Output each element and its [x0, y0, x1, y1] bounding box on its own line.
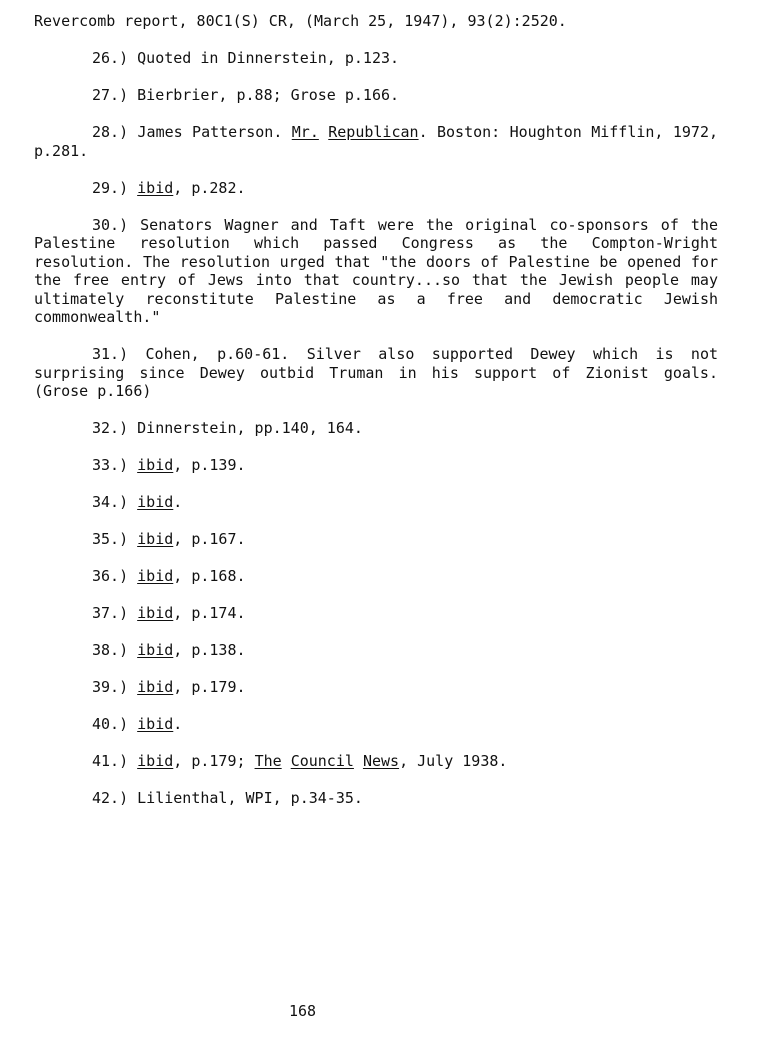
footnote-32	[34, 419, 718, 438]
footnote-number: 37.)	[92, 604, 129, 622]
footnote-number: 34.)	[92, 493, 129, 511]
footnote-text: Lilienthal, WPI, p.34-35.	[137, 789, 363, 807]
footnote-text: Revercomb report, 80C1(S) CR, (March 25, 1947), 93(2):2520.	[34, 12, 567, 30]
footnote-text: , p.179;	[173, 752, 255, 770]
footnote-text: , p.179.	[173, 678, 246, 696]
continued-footnote-line	[34, 12, 718, 31]
ibid-text: ibid	[137, 604, 174, 622]
footnote-number: 33.)	[92, 456, 129, 474]
footnote-number: 41.)	[92, 752, 129, 770]
page-number: 168	[289, 1002, 317, 1020]
space	[319, 123, 328, 141]
footnote-36	[34, 567, 718, 586]
footnote-38	[34, 641, 718, 660]
footnote-number: 36.)	[92, 567, 129, 585]
footnote-number: 29.)	[92, 178, 129, 197]
footnote-text: Dinnerstein, pp.140, 164.	[137, 419, 363, 437]
footnote-text: , p.167.	[173, 530, 246, 548]
ibid-text: ibid	[137, 530, 174, 548]
ibid-text: ibid	[137, 715, 174, 733]
footnote-text: Cohen, p.60-61. Silver also supported Dewey which is not surprising since Dewey outbid Truman in his support of Zionist goals. (Grose p.166)	[34, 345, 719, 400]
ibid-text: ibid	[137, 678, 174, 696]
book-title-part-2: Republican	[328, 123, 419, 141]
footnote-number: 38.)	[92, 641, 129, 659]
footnote-text: .	[173, 715, 183, 733]
ibid-text: ibid	[137, 752, 174, 770]
footnote-37	[34, 604, 718, 623]
footnote-27	[34, 86, 718, 105]
ibid-text: ibid	[137, 567, 174, 585]
footnote-number: 27.)	[92, 86, 129, 104]
footnote-number: 39.)	[92, 678, 129, 696]
footnote-text: Bierbrier, p.88; Grose p.166.	[137, 86, 400, 104]
footnote-text: , p.168.	[173, 567, 246, 585]
footnote-42	[34, 789, 718, 808]
footnote-29	[34, 179, 718, 198]
footnote-text: , p.138.	[173, 641, 246, 659]
footnote-33	[34, 456, 718, 475]
footnote-number: 26.)	[92, 49, 129, 67]
footnote-35	[34, 530, 718, 549]
footnote-34	[34, 493, 718, 512]
footnote-text: Quoted in Dinnerstein, p.123.	[137, 49, 400, 67]
footnote-number: 31.)	[92, 345, 129, 363]
footnote-40	[34, 715, 718, 734]
publication-title-part-3: News	[362, 752, 400, 770]
footnote-text: .	[173, 493, 183, 511]
publication-title-part-1: The	[254, 752, 282, 770]
footnote-text: . Boston: Houghton Mifflin, 1972, p.281.	[34, 123, 719, 160]
publication-title-part-2: Council	[290, 752, 354, 770]
footnote-number: 30.)	[92, 215, 129, 234]
footnote-number: 35.)	[92, 530, 129, 548]
footnote-text: , p.174.	[173, 604, 246, 622]
footnotes-page	[34, 12, 718, 826]
footnote-text: , July 1938.	[399, 752, 508, 770]
footnote-number: 42.)	[92, 789, 129, 807]
footnote-26	[34, 49, 718, 68]
ibid-text: ibid	[137, 178, 174, 197]
footnote-31	[34, 345, 718, 401]
footnote-number: 28.)	[92, 123, 129, 141]
footnote-39	[34, 678, 718, 697]
ibid-text: ibid	[137, 641, 174, 659]
footnote-30	[34, 216, 718, 327]
footnote-number: 32.)	[92, 419, 129, 437]
book-title-part-1: Mr.	[291, 123, 319, 141]
footnote-28	[34, 123, 718, 160]
footnote-41	[34, 752, 718, 771]
footnote-text: Senators Wagner and Taft were the original co-sponsors of the Palestine resolution which passed Congress as the Compton-Wright resolution. The resolution urged that "the doors of Palestine be opened for the free entry of Jews into that country...so that the Jewish people may ultimately reconstitute Palestine as a free and democratic Jewish commonwealth."	[34, 215, 718, 326]
ibid-text: ibid	[137, 456, 174, 474]
footnote-text: , p.282.	[173, 178, 246, 197]
ibid-text: ibid	[137, 493, 174, 511]
footnote-text: , p.139.	[173, 456, 246, 474]
footnote-number: 40.)	[92, 715, 129, 733]
footnote-text: James Patterson.	[137, 123, 292, 141]
